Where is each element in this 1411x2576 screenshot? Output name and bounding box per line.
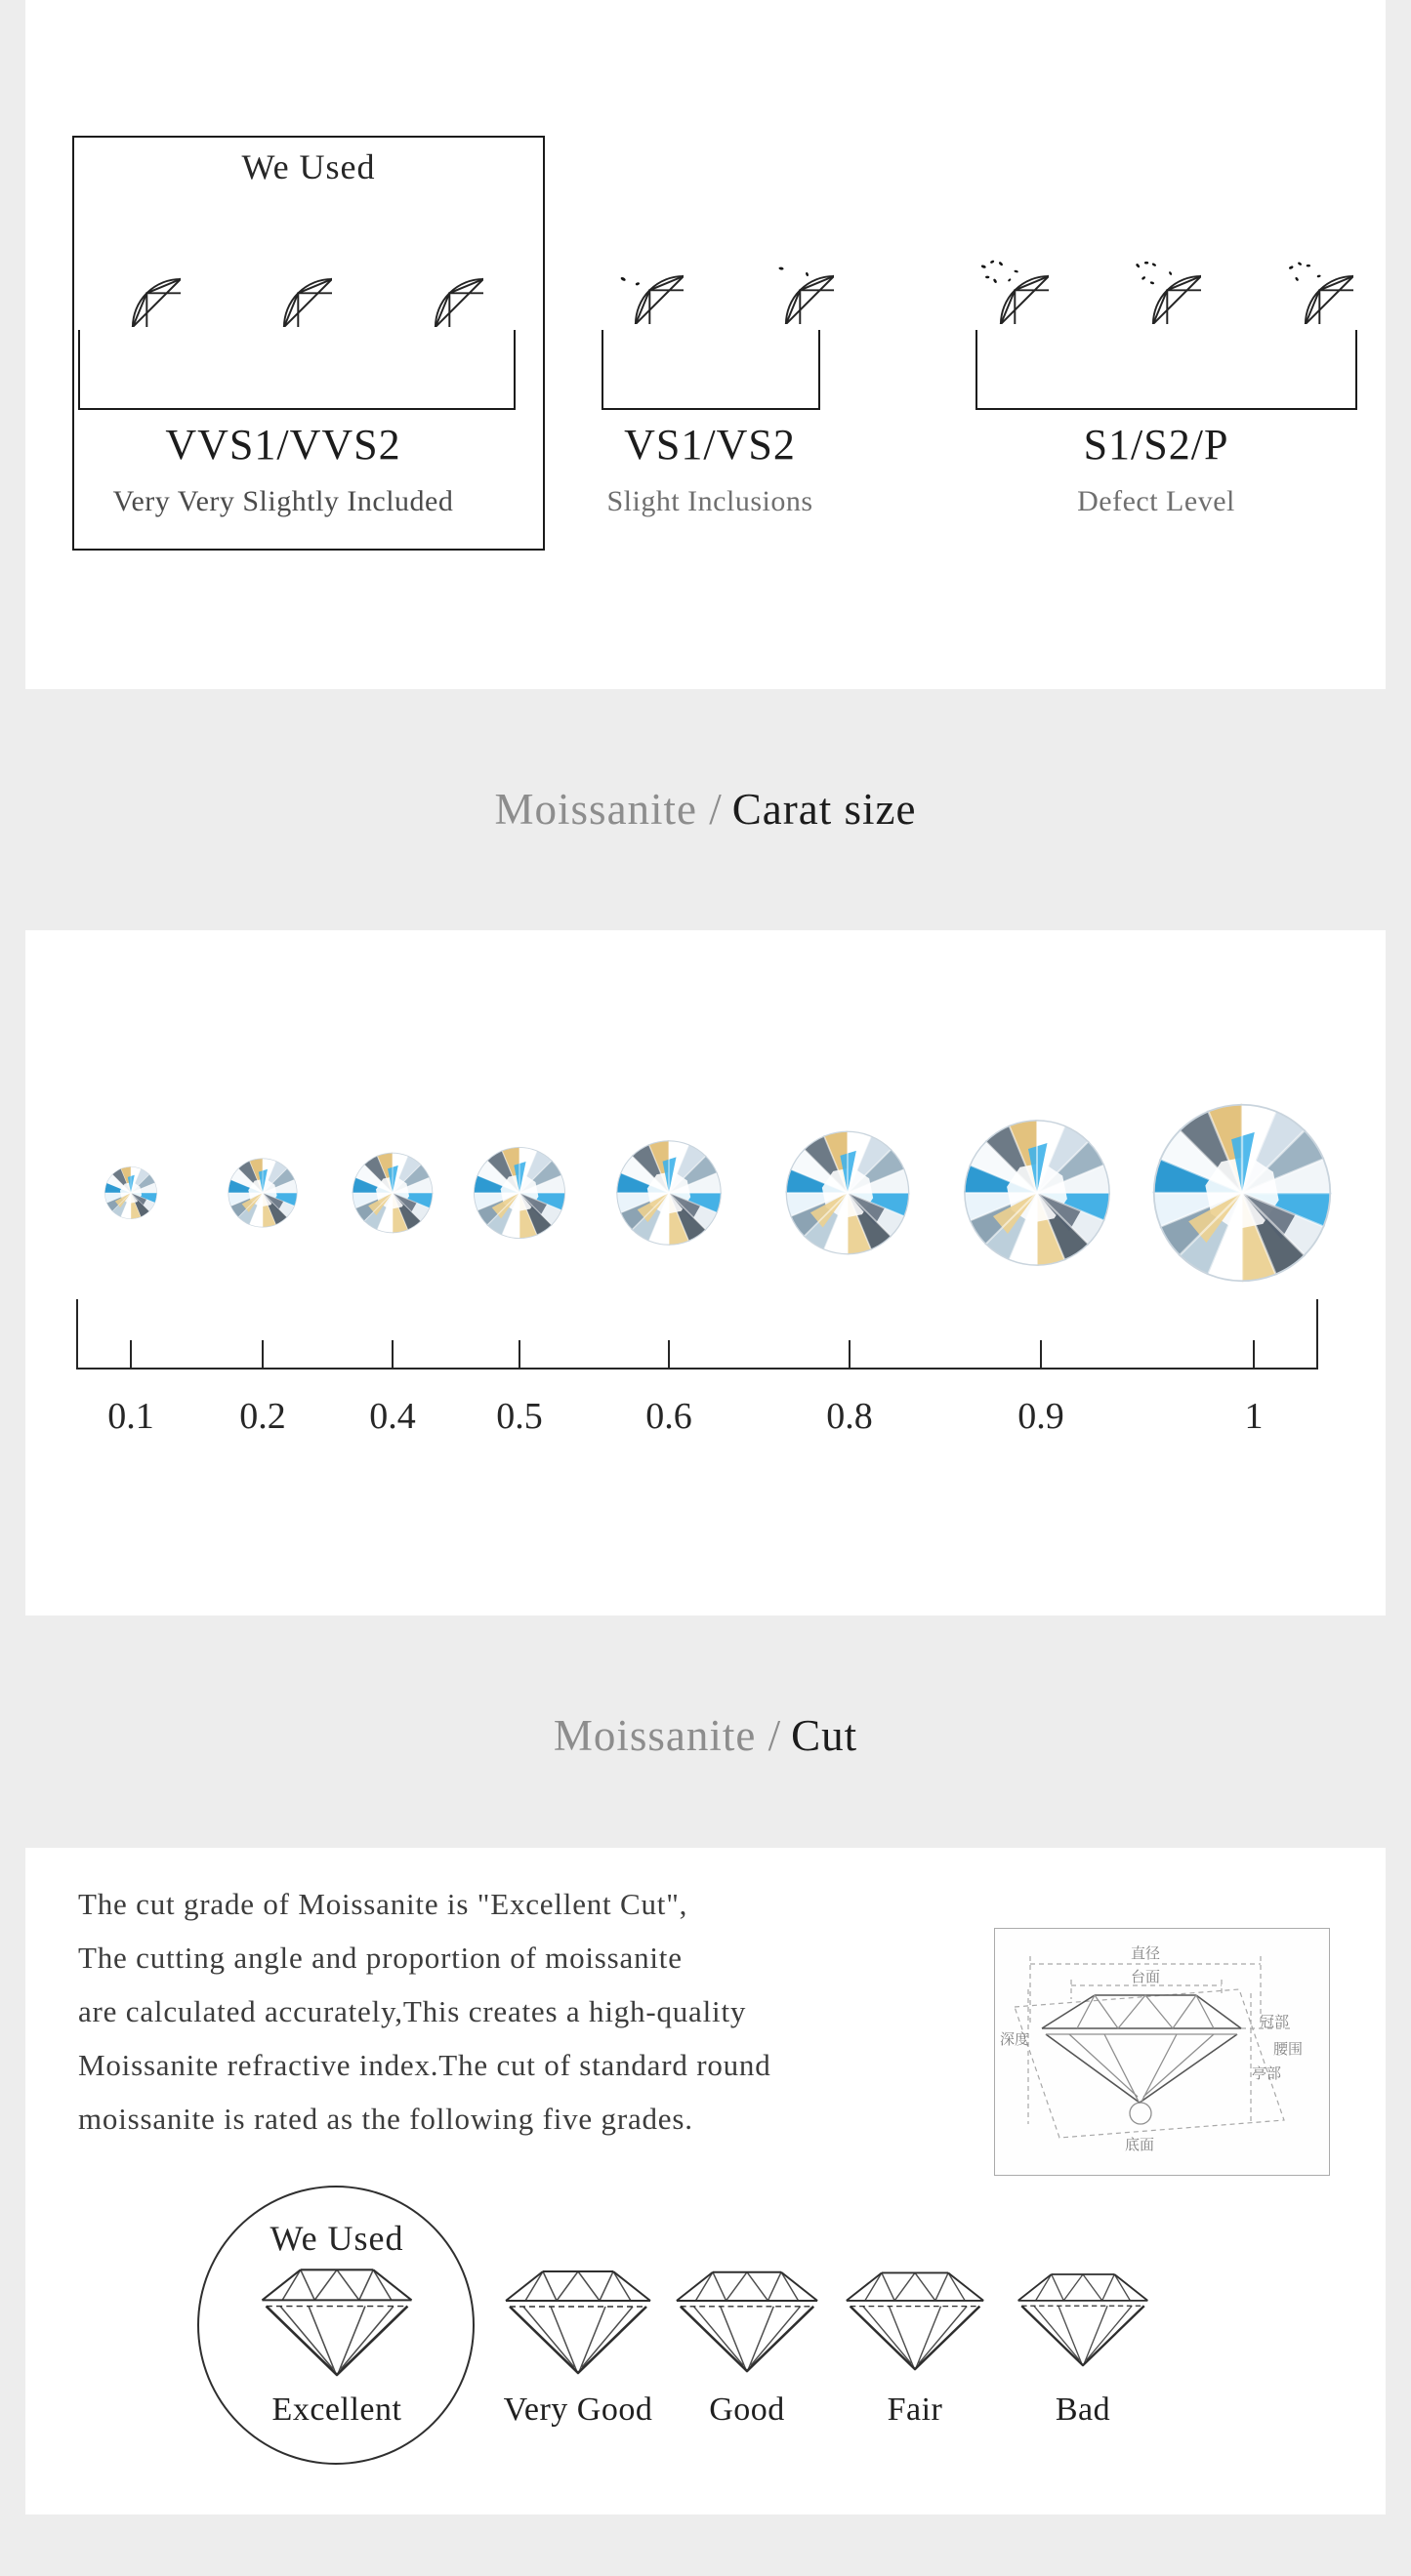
cut-description-paragraph bbox=[78, 1877, 976, 2146]
clarity-stone-icon bbox=[947, 223, 1049, 324]
clarity-grade-description: Slight Inclusions bbox=[606, 485, 813, 517]
cut-grade-label: Very Good bbox=[503, 2392, 653, 2428]
diagram-label-pavilion: 亭部 bbox=[1251, 2065, 1282, 2082]
group-bracket bbox=[602, 330, 820, 410]
we-used-label: We Used bbox=[241, 147, 376, 186]
paragraph-line: Moissanite refractive index.The cut of standard round bbox=[78, 2048, 771, 2082]
ruler-tick bbox=[130, 1340, 132, 1370]
paragraph-line: The cutting angle and proportion of moissanite bbox=[78, 1941, 683, 1975]
clarity-stone-icon bbox=[582, 223, 684, 324]
heading-main: Cut bbox=[791, 1711, 858, 1760]
ruler-end-tick bbox=[1316, 1299, 1318, 1370]
ruler-tick bbox=[262, 1340, 264, 1370]
diagram-label-crown: 冠部 bbox=[1259, 2013, 1290, 2030]
carat-gem-icon bbox=[614, 1138, 724, 1247]
cut-grade-diamond-icon bbox=[1013, 2266, 1153, 2367]
carat-size-label: 1 bbox=[1244, 1396, 1264, 1437]
paragraph-line: are calculated accurately,This creates a high-quality bbox=[78, 1994, 747, 2028]
heading-prefix: Moissanite / bbox=[553, 1711, 782, 1760]
diagram-label-depth: 深度 bbox=[999, 2030, 1030, 2048]
group-bracket bbox=[975, 330, 1357, 410]
ruler-tick bbox=[1040, 1340, 1042, 1370]
carat-gem-icon bbox=[1149, 1100, 1335, 1286]
carat-size-label: 0.1 bbox=[107, 1396, 154, 1437]
diagram-label-table: 台面 bbox=[1130, 1968, 1161, 1985]
carat-size-label: 0.6 bbox=[645, 1396, 692, 1437]
paragraph-line: moissanite is rated as the following five grades. bbox=[78, 2102, 693, 2136]
ruler-tick bbox=[1253, 1340, 1255, 1370]
cut-grade-diamond-icon bbox=[671, 2263, 823, 2373]
diamond-anatomy-sketch-icon bbox=[995, 1929, 1329, 2175]
diagram-label-diameter: 直径 bbox=[1130, 1944, 1161, 1962]
cut-grade-label: Good bbox=[709, 2392, 785, 2428]
cut-grade-label: Fair bbox=[887, 2392, 943, 2428]
clarity-grade-label: VVS1/VVS2 bbox=[165, 421, 401, 469]
clarity-stone-icon bbox=[230, 225, 332, 327]
clarity-grade-description: Defect Level bbox=[1077, 485, 1235, 517]
carat-gem-icon bbox=[227, 1157, 299, 1229]
carat-size-label: 0.5 bbox=[496, 1396, 543, 1437]
ruler-tick bbox=[392, 1340, 394, 1370]
cut-section-heading bbox=[0, 1710, 1411, 1761]
carat-size-label: 0.4 bbox=[369, 1396, 416, 1437]
clarity-stone-icon bbox=[382, 225, 483, 327]
we-used-label: We Used bbox=[270, 2219, 404, 2258]
clarity-stone-icon bbox=[1100, 223, 1201, 324]
cut-grade-label: Bad bbox=[1055, 2392, 1111, 2428]
ruler-tick bbox=[668, 1340, 670, 1370]
heading-main: Carat size bbox=[731, 785, 917, 834]
clarity-stone-icon bbox=[1252, 223, 1353, 324]
carat-size-label: 0.8 bbox=[826, 1396, 873, 1437]
cut-grade-diamond-icon bbox=[256, 2260, 418, 2377]
diamond-anatomy-diagram bbox=[994, 1928, 1330, 2176]
carat-gem-icon bbox=[783, 1128, 912, 1257]
clarity-stone-icon bbox=[79, 225, 181, 327]
cut-grade-diamond-icon bbox=[841, 2264, 989, 2371]
carat-gem-icon bbox=[351, 1151, 435, 1235]
paragraph-line: The cut grade of Moissanite is "Excellent Cut", bbox=[78, 1887, 688, 1921]
cut-grade-diamond-icon bbox=[500, 2262, 656, 2375]
clarity-grade-description: Very Very Slightly Included bbox=[112, 485, 454, 517]
heading-prefix: Moissanite / bbox=[494, 785, 723, 834]
clarity-grade-label: VS1/VS2 bbox=[624, 421, 796, 469]
carat-gem-icon bbox=[961, 1117, 1113, 1269]
clarity-stone-icon bbox=[732, 223, 834, 324]
ruler-tick bbox=[519, 1340, 520, 1370]
ruler-tick bbox=[849, 1340, 851, 1370]
group-bracket bbox=[78, 330, 516, 410]
carat-section-heading bbox=[0, 784, 1411, 835]
diagram-label-culet: 底面 bbox=[1124, 2136, 1155, 2153]
cut-grade-label: Excellent bbox=[271, 2392, 402, 2428]
carat-size-label: 0.2 bbox=[239, 1396, 286, 1437]
ruler-end-tick bbox=[76, 1299, 78, 1370]
carat-gem-icon bbox=[104, 1165, 158, 1220]
carat-size-label: 0.9 bbox=[1017, 1396, 1064, 1437]
diagram-label-girdle: 腰围 bbox=[1272, 2040, 1304, 2058]
clarity-grade-label: S1/S2/P bbox=[1083, 421, 1229, 469]
carat-gem-icon bbox=[472, 1145, 567, 1241]
